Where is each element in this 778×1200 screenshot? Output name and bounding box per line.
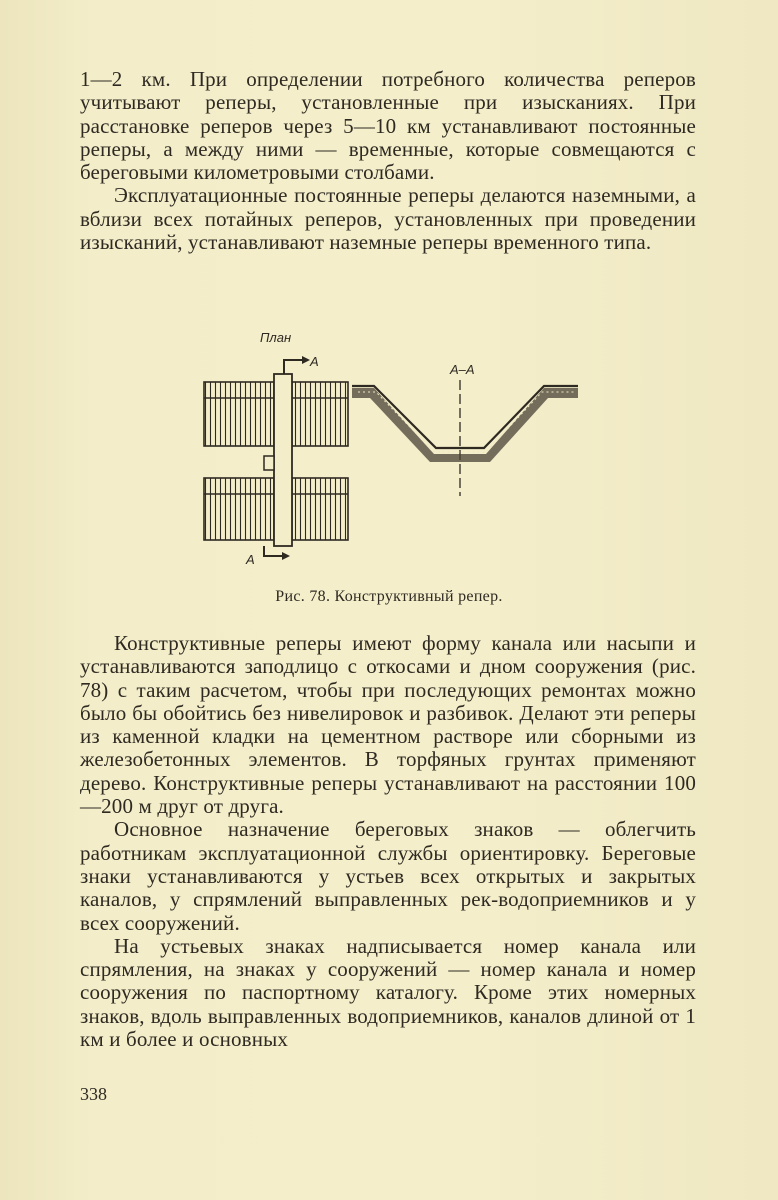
paragraph-5: На устьевых знаках надписывается номер канала или спрямления, на знаках у сооружений — номер канала и номер сооружения по паспортному каталогу. Кроме этих номерных знаков, вдоль выправленных водоприемников, каналов длиной от 1 км и более и основных [80, 933, 696, 1052]
hatched-area-bottom-left [204, 478, 274, 540]
figure-78 [198, 328, 590, 568]
label-section: A–A [450, 362, 475, 377]
label-a-bottom: A [246, 552, 255, 567]
paragraph-3: Конструктивные реперы имеют форму канала или насыпи и устанавливаются заподлицо с откосами и дном сооружения (рис. 78) с таким расчетом, чтобы при последующих ремонтах можно было бы обойтись без нивелировок и разбивок. Делают эти реперы из каменной кладки на цементном растворе или сборными из железобетонных элементов. В торфяных грунтах применяют дерево. Конструктивные реперы устанавливают на расстоянии 100—200 м друг от друга. [80, 631, 696, 819]
text-bottom [80, 632, 696, 1051]
paragraph-2: Эксплуатационные постоянные реперы делаются наземными, а вблизи всех потайных реперов, установленных при проведении изысканий, устанавливают наземные реперы временного типа. [80, 183, 696, 255]
figure-drawing [198, 328, 590, 568]
structure-strip [274, 374, 292, 546]
hatched-area-top-right [292, 382, 348, 446]
text-top [80, 68, 696, 254]
hatched-area-top-left [204, 382, 274, 446]
label-plan: План [260, 330, 292, 345]
hatched-area-bottom-right [292, 478, 348, 540]
figure-caption: Рис. 78. Конструктивный репер. [275, 588, 503, 605]
paragraph-4: Основное назначение береговых знаков — облегчить работникам эксплуатационной службы ориентировку. Береговые знаки устанавливаются у устьев всех открытых и закрытых каналов, у спрямлений выправленных рек-водоприемников и у всех сооружений. [80, 817, 696, 935]
page-number: 338 [80, 1084, 107, 1104]
paragraph-1: 1—2 км. При определении потребного количества реперов учитывают реперы, установленные при изысканиях. При расстановке реперов через 5—10 км устанавливают постоянные реперы, а между ними — временные, которые совмещаются с береговыми километровыми столбами. [80, 67, 696, 185]
label-a-top: A [310, 354, 319, 369]
